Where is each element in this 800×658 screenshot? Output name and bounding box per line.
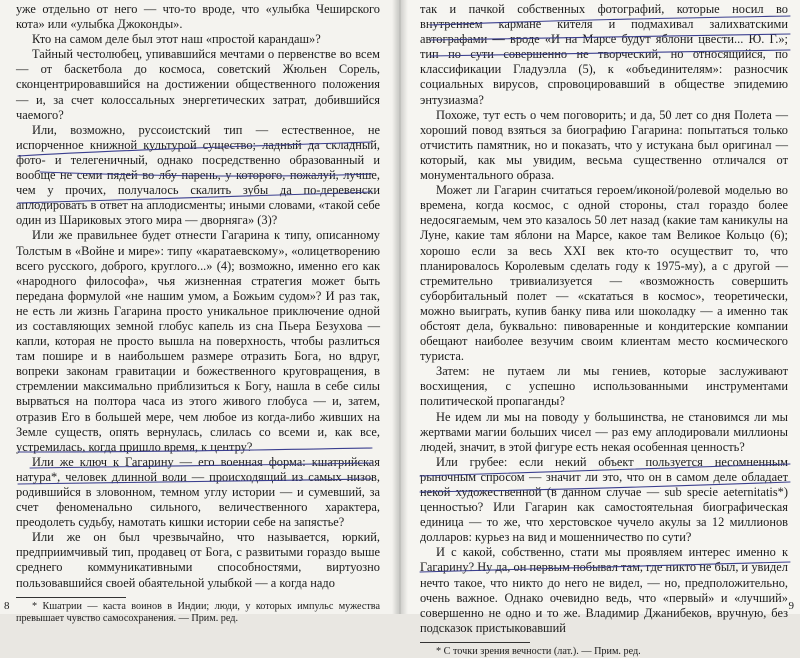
paragraph: Затем: не путаем ли мы гениев, которые заслуживают восхищения, с успешно использованными инструментами политической пропаганды? bbox=[420, 364, 788, 409]
paragraph: Или грубее: если некий объект пользуется несомненным рыночным спросом — значит ли это, что он в самом деле обладает некой художественной (в данном случае — sub specie aeternitatis*) ценностью? Или Гагарин как самостоятельная биографическая единица — то же, что херстовское чучело акулы за 12 миллионов долларов: курьез на вид и мошенничество по сути? bbox=[420, 454, 788, 545]
paragraph: Может ли Гагарин считаться героем/иконой/ролевой моделью во времена, когда космос, с одной стороны, стал гораздо более недосягаемым, чем это казалось 50 лет назад (какие там каникулы на Луне, какие там яблони на Марсе, какое там Великое Кольцо (6); хорошо если за весь XXI век кто-то осуществит то, что планировалось Королевым сделать году к 1975-му), а с другой — стремительно тривиализуется — «возможность совершить суборбитальный полет — «скататься в космос», теоретически, можно выиграть, купив банку пива или шоколадку — а именно так обстоят дела, буквально: пивоваренные и кондитерские компании обещают наиболее везучим своим клиентам место космического туриста. bbox=[420, 183, 788, 364]
paragraph: Похоже, тут есть о чем поговорить; и да, 50 лет со дня Полета — хороший повод взяться за биографию Гагарина: попытаться только отчистить памятник, но и показать, что у истукана был оригинал — который, как мы увидим, весьма существенно отличался от монументального образа. bbox=[420, 107, 788, 183]
page-number: 8 bbox=[4, 600, 10, 612]
paragraph: Тайный честолюбец, упивавшийся мечтами о первенстве во всем — от баскетбола до космоса, советский Жюльен Сорель, сконцентрировавшийся на достижении общественного положения — и, за счет колоссальных энергетических затрат, добившийся чаемого? bbox=[16, 47, 380, 122]
footnote-divider bbox=[16, 597, 126, 598]
footnote: * Кшатрии — каста воинов в Индии; люди, у которых импульс мужества превышает чувство самосохранения. — Прим. ред. bbox=[16, 600, 380, 625]
paragraph: Или же он был чрезвычайно, что называется, юркий, предприимчивый тип, продавец от Бога, с развитыми гораздо выше среднего коммуникативными способностями, виртуозно пользовавшийся своей обаятельной улыбкой — а когда надо bbox=[16, 530, 380, 590]
right-page bbox=[398, 0, 800, 657]
paragraph: Или, возможно, руссоистский тип — естественное, не испорченное книжной культурой существо; ладный да складный, фото- и телегеничный, однако посредственно образованный и вообще не семи пядей во лбу парень, у которого, пожалуй, лучше, чем у прочих, получалось скалить зубы да по-деревенски аплодировать в ответ на аплодисменты; иными словами, «такой себе один из Шариковых этого мира — дворняга» (3)? bbox=[16, 122, 380, 228]
paragraph: так и пачкой собственных фотографий, которые носил во внутреннем кармане кителя и подмахивал залихватскими автографами — вроде «И на Марсе будут яблони цвести... Ю. Г.»; тип по сути совершенно не творческий, но относящийся, по классификации Гладуэлла (5), к «объединителям»: разносчик социальных вирусов, спровоцировавший в обществе эпидемию энтузиазма? bbox=[420, 2, 788, 107]
footnote-divider bbox=[420, 642, 530, 643]
paragraph: уже отдельно от него — что-то вроде, что «улыбка Чеширского кота» или «улыбка Джоконды». bbox=[16, 2, 380, 32]
paragraph: Не идем ли мы на поводу у большинства, не становимся ли мы жертвами магии больших чисел — раз ему аплодировали миллионы людей, значит, в этой фигуре есть некая особенная ценность? bbox=[420, 409, 788, 454]
paragraph: Кто на самом деле был этот наш «простой карандаш»? bbox=[32, 32, 321, 47]
page-number: 9 bbox=[788, 600, 794, 612]
paragraph: Или же правильнее будет отнести Гагарина к типу, описанному Толстым в «Войне и мире»: типу «каратаевскому», «олицетворению всего русского, доброго, круглого...» (4); возможно, именно его как «народного философа», чья жизненная стратегия может быть передана формулой «не нашим умом, а Божьим судом»? И раз так, не есть ли жизнь Гагарина просто уникальное приключение одной из составляющих земной глобус капель из сна Пьера Безухова — капли, которая не просто вышла на поверхность, чтобы разлиться там пошире и в наибольшем размере отразить Бога, но вдруг, вопреки законам гравитации и божественного круговращения, в стремлении максимально приблизиться к Богу, нашла в себе силы вырваться на полтора часа из этого живого глобуса — и, затем, отразив Его в большей мере, чем любое из когда-либо живших на Земле существ, опять вернулась, слилась со всеми и, как все, устремилась, когда пришло время, к центру? bbox=[16, 228, 380, 454]
footnote: * С точки зрения вечности (лат.). — Прим. ред. bbox=[436, 645, 641, 657]
paragraph: Или же ключ к Гагарину — его военная форма: кшатрийская натура*, человек длинной воли — происходящий из самых низов, родившийся в зловонном, темном углу истории — и сумевший, за счет феноменально сильного, величественного характера, преодолеть судьбу, намотать кишки истории себе на запястье? bbox=[16, 454, 380, 530]
paragraph: И с какой, собственно, стати мы проявляем интерес именно к Гагарину? Ну да, он первым побывал там, где никто не был, и увидел нечто такое, что никто до него не видел, — но, предположительно, очень важное. Однако очевидно ведь, что «первый» и «лучший» совершенно не одно и то же. Владимир Джанибеков, вручную, без подсказок пристыковавший bbox=[420, 545, 788, 635]
left-page bbox=[0, 0, 398, 625]
